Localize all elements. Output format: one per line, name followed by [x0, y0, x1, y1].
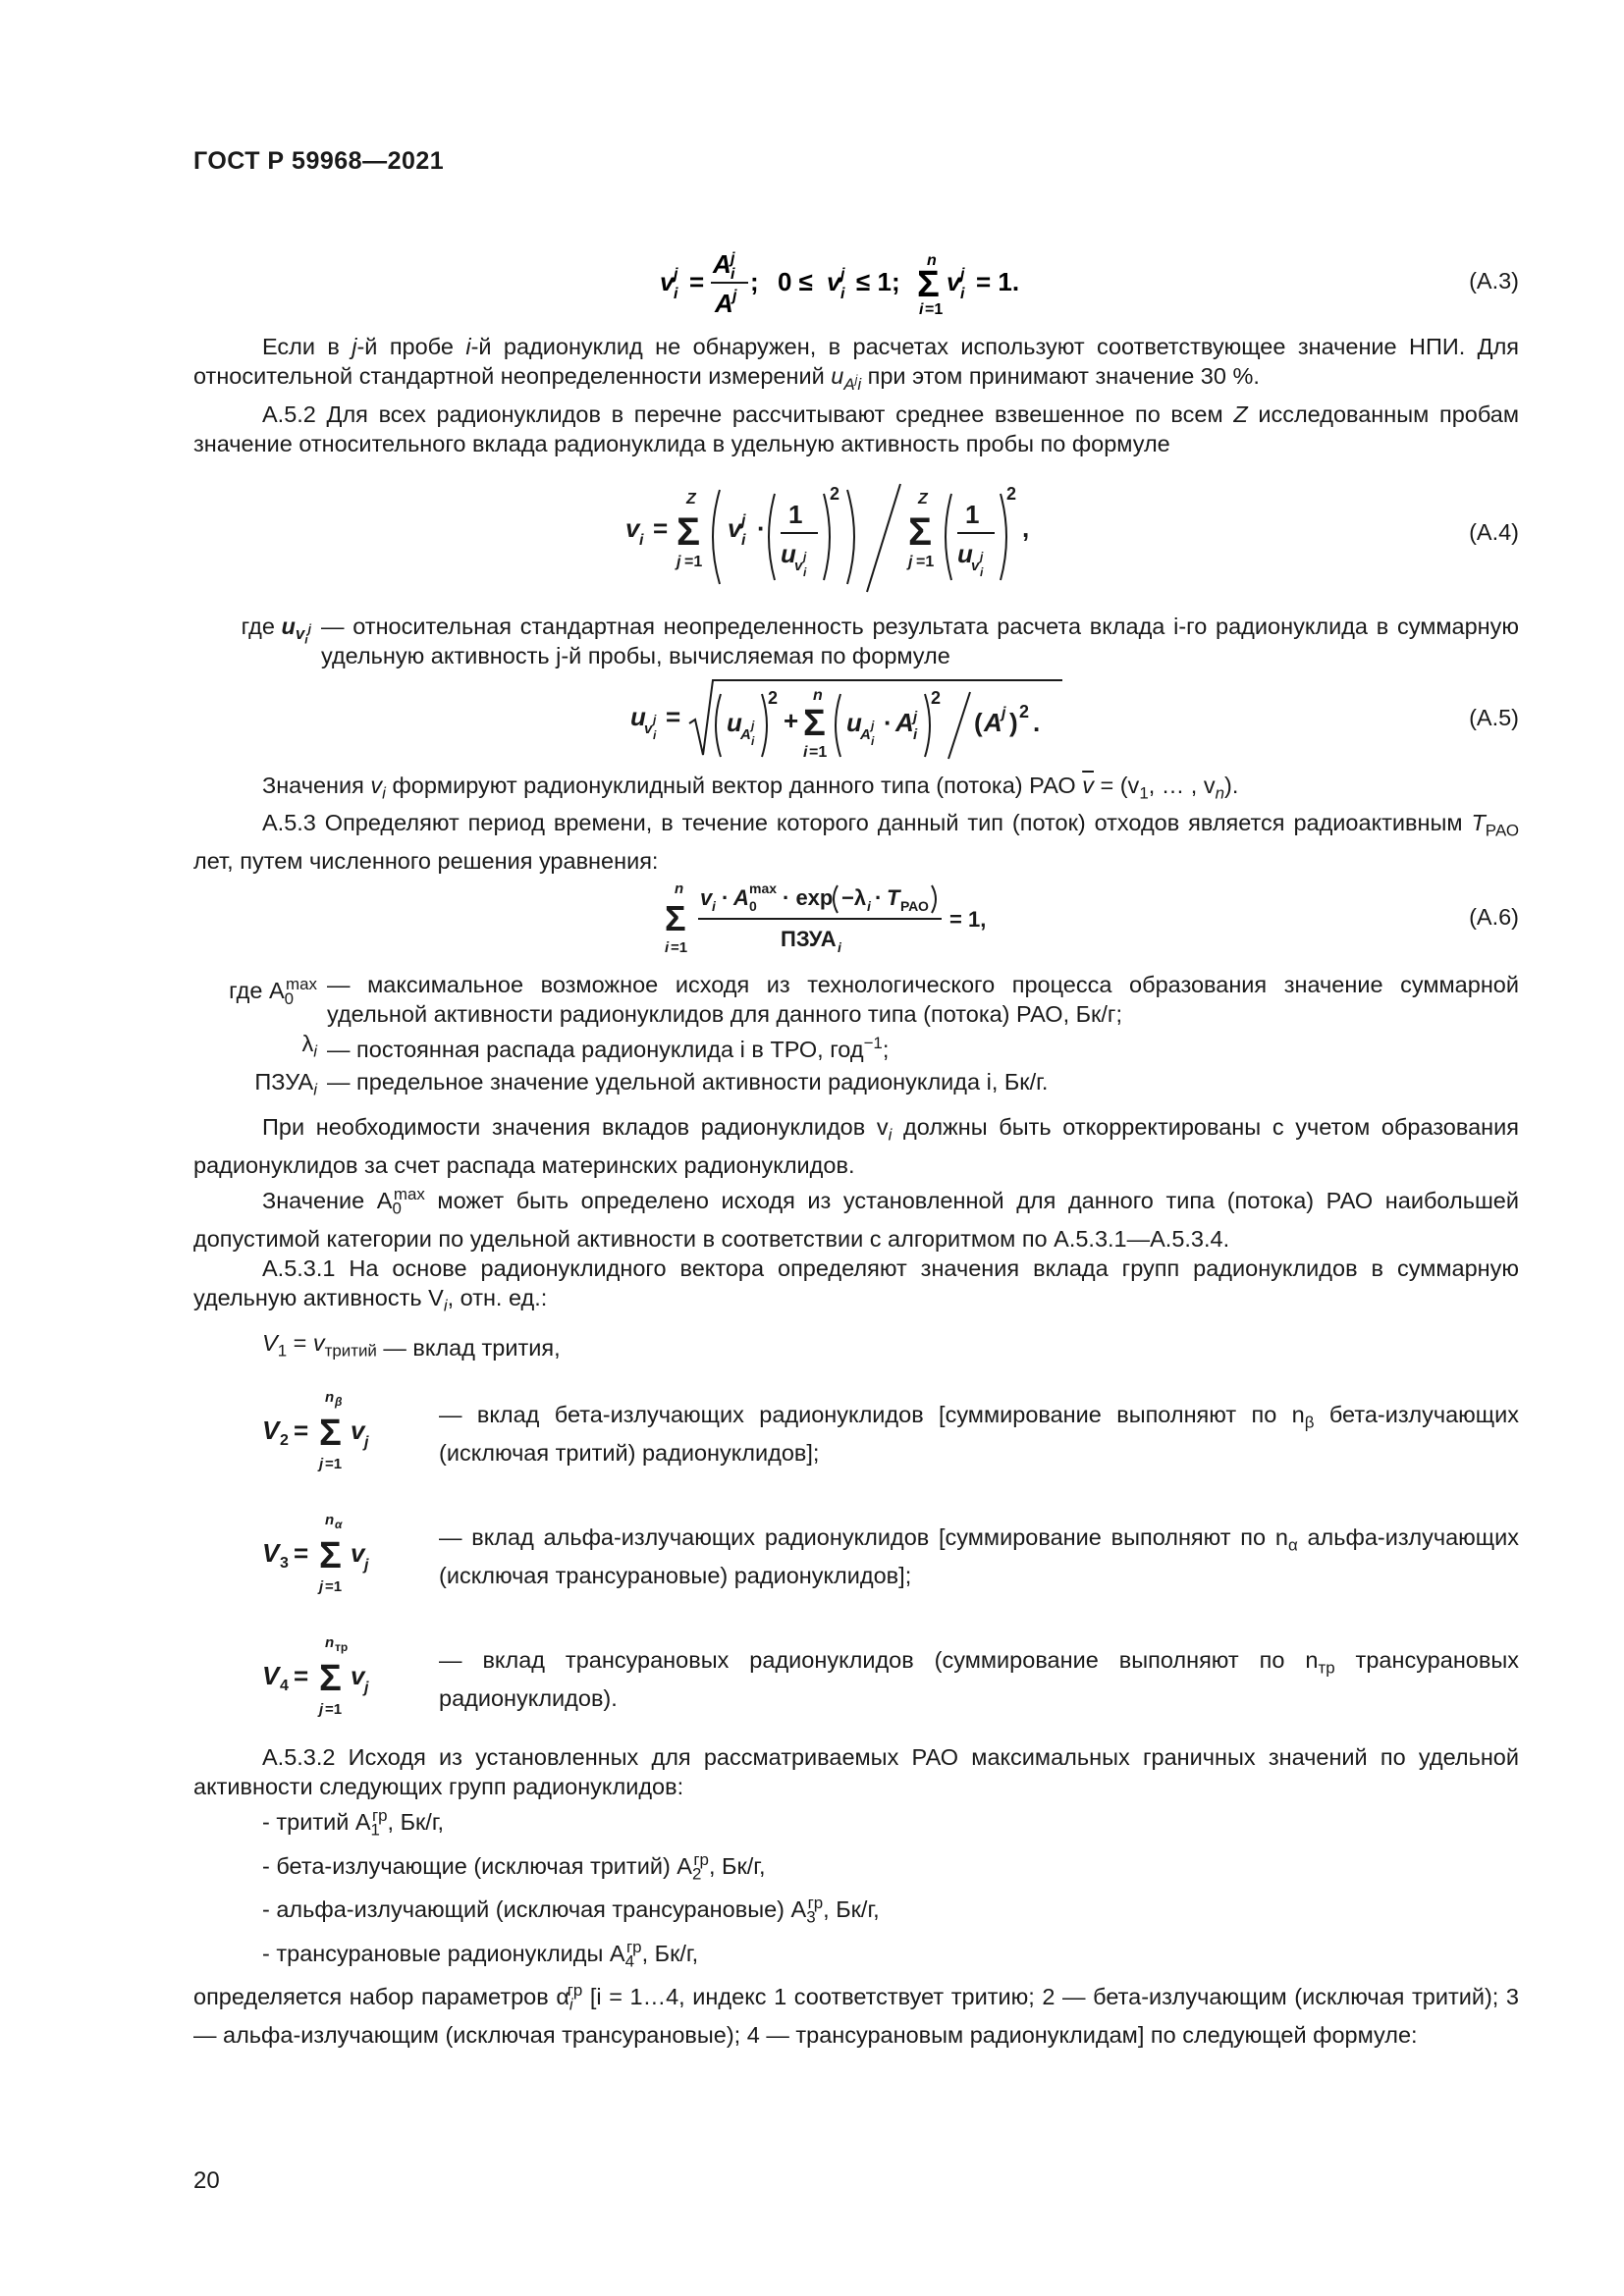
- svg-text:= 1.: = 1.: [976, 267, 1020, 296]
- svg-text:j: j: [840, 266, 845, 283]
- svg-text:j: j: [319, 1456, 324, 1473]
- svg-text:0 ≤: 0 ≤: [778, 267, 813, 296]
- svg-text:2: 2: [1006, 483, 1017, 504]
- svg-text:u: u: [957, 538, 973, 568]
- svg-text:Σ: Σ: [319, 1658, 342, 1700]
- paragraph-correction: При необходимости значения вкладов радионуклидов $v_i$ должны быть откорректированы с учетом образования радионуклидов за счет распада материнских радионуклидов.: [193, 1114, 1519, 1179]
- svg-text:i: i: [840, 286, 845, 302]
- svg-text:u: u: [630, 701, 646, 731]
- svg-text:Σ: Σ: [908, 509, 933, 554]
- svg-text:u: u: [781, 538, 796, 568]
- svg-text:j: j: [960, 266, 965, 283]
- svg-text:j: j: [364, 1434, 369, 1452]
- svg-text:α: α: [335, 1518, 343, 1532]
- svg-text:Z: Z: [686, 490, 696, 507]
- svg-text:i: i: [960, 286, 965, 302]
- formula-a6-graphic: [665, 876, 1048, 958]
- formula-v2-graphic: [262, 1384, 429, 1476]
- svg-text:n: n: [325, 1389, 335, 1407]
- paragraph-a0max-value: Значение $A_0^{max}$ может быть определено исходя из установленной для данного типа (потока) РАО наибольшей допустимой категории по удельной активности в соответствии с алгоритмом по А.5.3.1—А.5.3.4.: [193, 1185, 1519, 1252]
- svg-text:Z: Z: [918, 490, 928, 507]
- svg-text:.: .: [1033, 707, 1041, 737]
- svg-text:=: =: [294, 1415, 309, 1446]
- svg-text:u: u: [846, 707, 862, 737]
- svg-text:Σ: Σ: [803, 702, 826, 744]
- svg-text:·: ·: [722, 885, 730, 911]
- svg-text:j: j: [1001, 704, 1006, 721]
- svg-text:): ): [1009, 707, 1018, 737]
- list-item: - тритий $A_1^{гр}$, Бк/г,: [262, 1806, 445, 1840]
- svg-text:n: n: [325, 1512, 335, 1529]
- svg-text:тр: тр: [335, 1640, 349, 1655]
- svg-text:n: n: [325, 1634, 335, 1652]
- svg-text:2: 2: [1019, 701, 1030, 721]
- svg-text:;: ;: [750, 267, 759, 296]
- svg-text:Σ: Σ: [665, 898, 686, 939]
- svg-text:A: A: [860, 725, 871, 743]
- document-body: [193, 243, 1519, 2050]
- svg-text:j: j: [653, 712, 657, 726]
- svg-text:4: 4: [280, 1678, 289, 1695]
- svg-text:1: 1: [788, 499, 803, 529]
- svg-text:j: j: [364, 1557, 369, 1575]
- svg-text:n: n: [675, 881, 684, 898]
- svg-text:=: =: [666, 701, 681, 731]
- svg-text:v: v: [351, 1415, 365, 1446]
- svg-text:j: j: [677, 553, 681, 570]
- svg-text:V: V: [262, 1415, 280, 1446]
- svg-text:= 1,: = 1,: [949, 907, 987, 933]
- svg-text:,: ,: [1022, 512, 1030, 543]
- svg-text:j: j: [674, 266, 678, 283]
- svg-text:Σ: Σ: [677, 509, 701, 554]
- svg-text:i: i: [712, 898, 716, 915]
- svg-text:=1: =1: [684, 553, 703, 570]
- svg-text:j: j: [731, 250, 735, 267]
- svg-text:i: i: [665, 939, 670, 957]
- formula-a4-graphic: [625, 458, 1087, 606]
- svg-text:v: v: [794, 557, 803, 574]
- svg-text:=: =: [294, 1538, 309, 1569]
- svg-text:β: β: [335, 1395, 343, 1410]
- svg-text:i: i: [913, 725, 918, 743]
- svg-text:v: v: [625, 512, 640, 543]
- svg-text:≤ 1;: ≤ 1;: [856, 267, 900, 296]
- svg-text:=1: =1: [325, 1456, 343, 1473]
- paragraph-alpha-params: определяется набор параметров $\alpha_i^{гр}$ [i = 1…4, индекс 1 соответствует тритию; 2 — бета-излучающим (исключая тритий); 3 — альфа-излучающим (исключая трансурановые); 4 — трансурановым радионуклидам] по следующей формуле:: [193, 1981, 1519, 2048]
- list-item: - трансурановые радионуклиды $A_4^{гр}$, Бк/г,: [262, 1937, 699, 1971]
- svg-text:T: T: [887, 885, 900, 911]
- svg-text:=1: =1: [671, 939, 688, 957]
- formula-a6: [193, 876, 1519, 958]
- definitions-a6: [193, 970, 1519, 1104]
- svg-text:i: i: [674, 286, 678, 302]
- group-v1: $V_1 = v_{тритий}$ — вклад трития,: [262, 1330, 561, 1362]
- svg-text:i: i: [653, 727, 657, 742]
- svg-text:3: 3: [280, 1555, 289, 1573]
- svg-text:A: A: [715, 289, 733, 318]
- svg-text:v: v: [351, 1661, 365, 1691]
- formula-a3-graphic: [660, 243, 1053, 318]
- formula-a3-number: (А.3): [1469, 268, 1519, 294]
- list-item: - бета-излучающие (исключая тритий) $A_2^{гр}$, Бк/г,: [262, 1849, 766, 1884]
- svg-text:·: ·: [757, 512, 766, 543]
- list-item: - альфа-излучающий (исключая трансурановые) $A_3^{гр}$, Бк/г,: [262, 1894, 880, 1927]
- svg-text:n: n: [813, 686, 823, 704]
- svg-text:i: i: [867, 898, 871, 915]
- paragraph-a532: А.5.3.2 Исходя из установленных для рассматриваемых РАО максимальных граничных значений по удельной активности следующих групп радионуклидов:: [193, 1744, 1519, 1800]
- svg-text:· exp: · exp: [783, 885, 834, 911]
- svg-text:V: V: [262, 1538, 280, 1569]
- svg-text:=1: =1: [809, 743, 828, 761]
- formula-v3-graphic: [262, 1507, 429, 1599]
- formula-a5-number: (А.5): [1469, 704, 1519, 730]
- formula-a4: [193, 458, 1519, 606]
- svg-text:u: u: [727, 707, 742, 737]
- svg-text:j: j: [908, 553, 913, 570]
- svg-text:·: ·: [884, 707, 893, 737]
- svg-text:2: 2: [931, 687, 942, 708]
- svg-text:v: v: [971, 557, 980, 574]
- svg-text:A: A: [733, 885, 749, 911]
- group-v4: V 4 = n тр Σ j =1 v j — вклад трансурановых радионуклидов (суммирование выполняют по $n_{тр}$ трансурановых радионуклидов).: [193, 1629, 1519, 1729]
- svg-text:−λ: −λ: [841, 885, 867, 911]
- paragraph-not-detected: Если в j-й пробе i-й радионуклид не обнаружен, в расчетах используют соответствующее значение НПИ. Для относительной стандартной неопределенности измерений $u_{A^ji}$ при этом принимают значение 30 %.: [193, 334, 1520, 394]
- svg-text:v: v: [827, 267, 841, 296]
- svg-text:ПЗУА: ПЗУА: [781, 927, 837, 952]
- svg-text:i: i: [803, 743, 808, 761]
- svg-text:Σ: Σ: [917, 264, 940, 305]
- svg-text:A: A: [895, 707, 914, 737]
- page-number: 20: [193, 2167, 220, 2194]
- svg-text:+: +: [784, 705, 799, 735]
- definition-u-vij: где $u_{v_i^j}$ — относительная стандартная неопределенность результата расчета вклада i-го радионуклида в суммарную удельную активность j-й пробы, вычисляемая по формуле: [241, 613, 1519, 668]
- svg-text:max: max: [749, 881, 778, 897]
- svg-text:i: i: [751, 733, 755, 748]
- svg-text:i: i: [741, 531, 746, 549]
- paragraph-a53: А.5.3 Определяют период времени, в течение которого данный тип (поток) отходов является радиоактивным $T_{РАО}$ лет, путем численного решения уравнения:: [193, 810, 1519, 875]
- svg-text:j: j: [732, 288, 737, 304]
- svg-text:i: i: [803, 564, 807, 579]
- svg-text:=: =: [294, 1661, 309, 1691]
- svg-text:Σ: Σ: [319, 1413, 342, 1455]
- svg-text:j: j: [364, 1680, 369, 1697]
- svg-text:n: n: [927, 252, 937, 269]
- svg-text:j: j: [741, 511, 746, 529]
- definition-a0max: где $A_0^{max}$ — максимальное возможное исходя из технологического процесса образования значение суммарной удельной активности радионуклидов для данного типа (потока) РАО, Бк/г;: [229, 972, 1519, 1028]
- svg-text:2: 2: [768, 687, 779, 708]
- svg-text:A: A: [713, 249, 731, 279]
- definition-lambda: $\lambda_i$ — постоянная распада радионуклида i в ТРО, год$^{-1}$;: [301, 1031, 890, 1062]
- svg-text:V: V: [262, 1661, 280, 1691]
- svg-text:A: A: [740, 725, 751, 743]
- svg-text:v: v: [660, 267, 675, 296]
- svg-text:v: v: [700, 885, 713, 911]
- paragraph-a531: А.5.3.1 На основе радионуклидного вектора определяют значения вклада групп радионуклидов в суммарную удельную активность $V_i$, отн. ед.:: [193, 1255, 1519, 1315]
- svg-text:(: (: [974, 707, 983, 737]
- group-v2: V 2 = n β Σ j =1 v j — вклад бета-излучающих радионуклидов [суммирование выполняют по $n_\beta$ бета-излучающих (исключая тритий) радионуклидов];: [193, 1384, 1519, 1483]
- svg-text:i: i: [919, 301, 924, 318]
- document-header: ГОСТ Р 59968—2021: [193, 147, 445, 175]
- group-v3: V 3 = n α Σ j =1 v j — вклад альфа-излучающих радионуклидов [суммирование выполняют по $n_\alpha$ альфа-излучающих (исключая трансурановые) радионуклидов];: [193, 1507, 1519, 1606]
- svg-text:j: j: [751, 718, 755, 732]
- formula-a3: [193, 243, 1519, 318]
- svg-text:2: 2: [830, 483, 840, 504]
- svg-text:i: i: [871, 733, 875, 748]
- svg-text:Σ: Σ: [319, 1535, 342, 1577]
- svg-text:v: v: [728, 512, 742, 543]
- formula-a6-number: (А.6): [1469, 904, 1519, 931]
- svg-text:j: j: [319, 1701, 324, 1719]
- svg-text:·: ·: [875, 885, 883, 911]
- svg-text:2: 2: [280, 1432, 289, 1450]
- svg-text:j: j: [319, 1578, 324, 1596]
- svg-text:v: v: [351, 1538, 365, 1569]
- svg-text:j: j: [871, 718, 875, 732]
- svg-text:=1: =1: [325, 1578, 343, 1596]
- svg-text:=: =: [653, 512, 669, 543]
- group-limits-list: [193, 1801, 1519, 1976]
- svg-text:j: j: [803, 549, 807, 563]
- formula-v4-graphic: [262, 1629, 429, 1722]
- svg-text:i: i: [980, 564, 984, 579]
- svg-text:v: v: [644, 720, 653, 737]
- svg-text:i: i: [838, 939, 841, 956]
- paragraph-a52: А.5.2 Для всех радионуклидов в перечне рассчитывают среднее взвешенное по всем Z исследованным пробам значение относительного вклада радионуклида в удельную активность пробы по формуле: [193, 400, 1519, 456]
- paragraph-vector: Значения $v_i$ формируют радионуклидный вектор данного типа (потока) РАО $\overline{v} = (v_1$, … , $v_n$).: [262, 772, 1239, 803]
- svg-text:j: j: [913, 708, 918, 725]
- svg-text:i: i: [731, 266, 735, 283]
- svg-text:0: 0: [749, 898, 757, 915]
- definition-pzua: $ПЗУА_i$ — предельное значение удельной активности радионуклида i, Бк/г.: [254, 1068, 1049, 1099]
- svg-text:1: 1: [965, 499, 980, 529]
- svg-text:=1: =1: [325, 1701, 343, 1719]
- formula-a5: [193, 670, 1519, 765]
- svg-text:j: j: [980, 549, 984, 563]
- svg-text:=1: =1: [916, 553, 935, 570]
- formula-a4-number: (А.4): [1469, 518, 1519, 545]
- svg-text:=1: =1: [925, 301, 944, 318]
- svg-text:=: =: [689, 267, 705, 296]
- svg-text:РАО: РАО: [900, 898, 929, 915]
- formula-a5-graphic: [630, 670, 1082, 765]
- svg-text:v: v: [947, 267, 961, 296]
- svg-text:A: A: [984, 707, 1002, 737]
- svg-text:i: i: [639, 531, 644, 549]
